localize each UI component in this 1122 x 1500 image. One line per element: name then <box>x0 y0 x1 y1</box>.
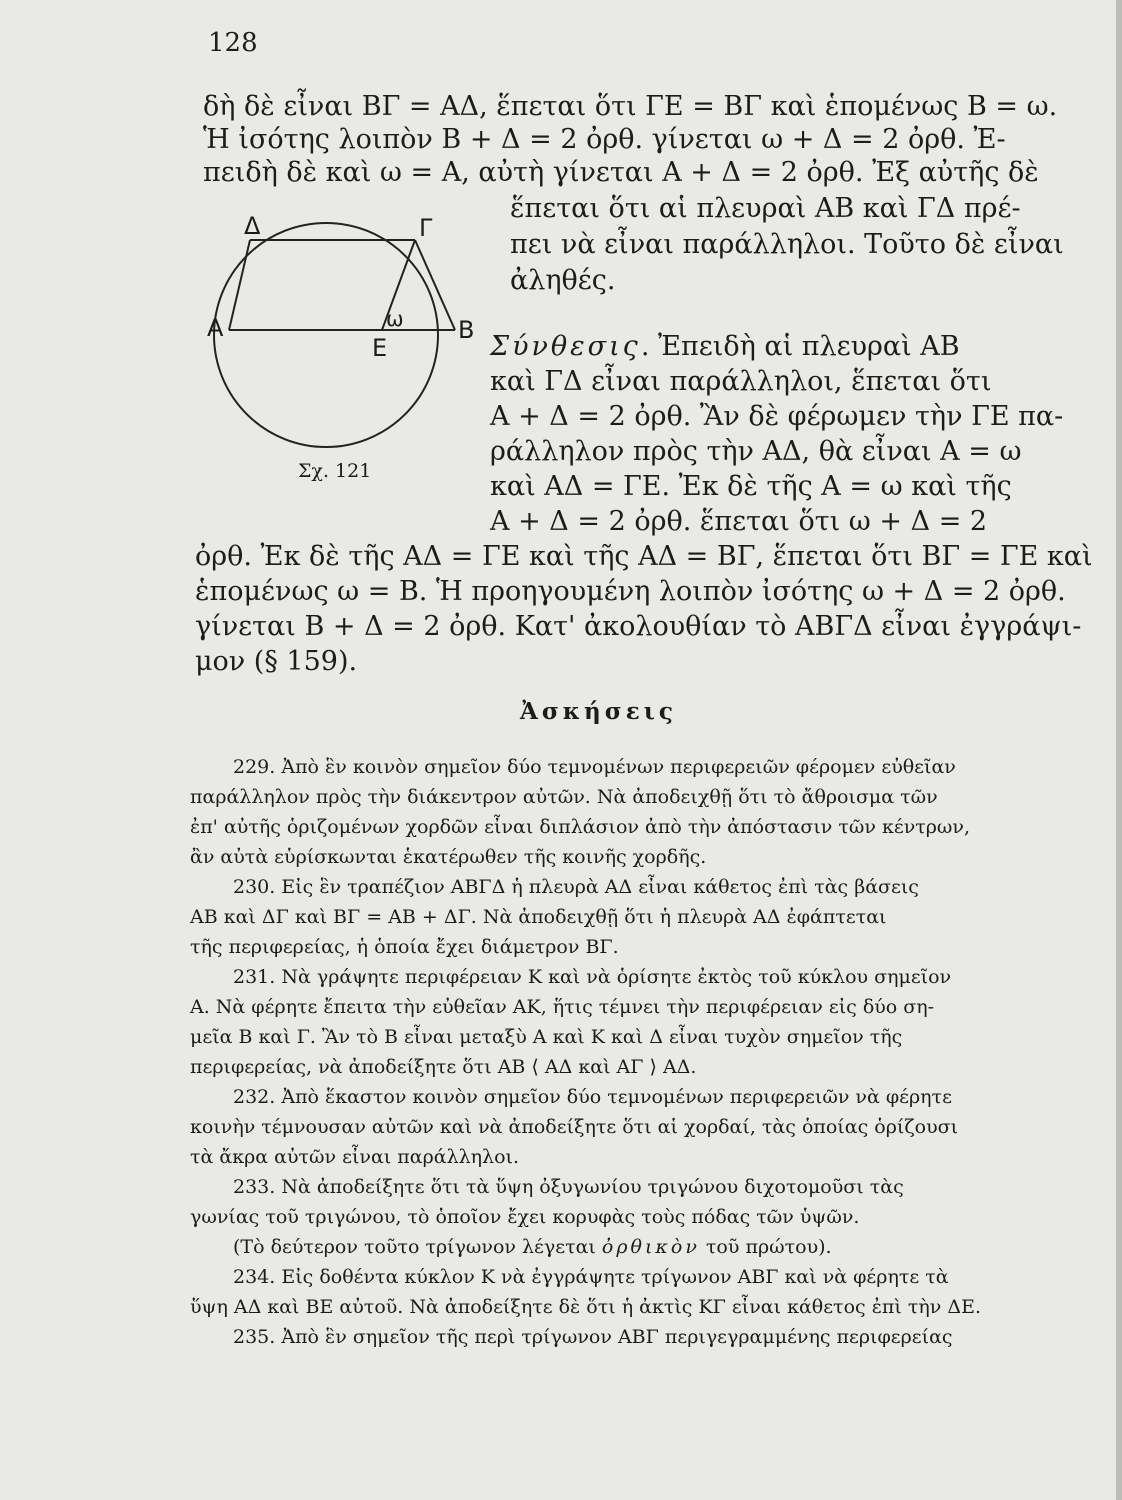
synthesis-line-1 <box>490 332 960 362</box>
exercises-heading: Ἀσκήσεις <box>520 698 677 725</box>
synthesis-line-2: καὶ ΓΔ εἶναι παράλληλοι, ἕπεται ὅτι <box>490 366 992 397</box>
page-number: 128 <box>208 28 258 58</box>
exercise-line-9: Α. Νὰ φέρητε ἔπειτα τὴν εὐθεῖαν ΑΚ, ἥτις τέμνει τὴν περιφέρειαν εἰς δύο ση- <box>190 996 935 1018</box>
label-delta: Δ <box>244 212 261 240</box>
spaced-word-orthikon: ὀρθικὸν <box>601 1236 700 1258</box>
synthesis-line-6: Α + Δ = 2 ὀρθ. ἕπεται ὅτι ω + Δ = 2 <box>490 506 988 537</box>
synthesis-line-10: μον (§ 159). <box>195 646 358 677</box>
figure-caption: Σχ. 121 <box>298 460 372 482</box>
exercise-line-13: κοινὴν τέμνουσαν αὐτῶν καὶ νὰ ἀποδείξητε ὅτι αἱ χορδαί, τὰς ὁποίας ὁρίζουσι <box>190 1116 959 1138</box>
exercise-line-17-end: τοῦ πρώτου). <box>705 1236 832 1258</box>
exercise-line-15: 233. Νὰ ἀποδείξητε ὅτι τὰ ὕψη ὀξυγωνίου τριγώνου διχοτομοῦσι τὰς <box>233 1176 904 1198</box>
synthesis-line-9: γίνεται Β + Δ = 2 ὀρθ. Κατ' ἀκολουθίαν τὸ ΑΒΓΔ εἶναι ἐγγράψι- <box>195 611 1082 642</box>
exercise-line-17-start: (Τὸ δεύτερον τοῦτο τρίγωνον λέγεται <box>233 1236 596 1258</box>
exercise-line-18: 234. Εἰς δοθέντα κύκλον Κ νὰ ἐγγράψητε τρίγωνον ΑΒΓ καὶ νὰ φέρητε τὰ <box>233 1266 949 1288</box>
exercise-line-3: ἐπ' αὐτῆς ὁριζομένων χορδῶν εἶναι διπλάσιον ἀπὸ τὴν ἀπόστασιν τῶν κέντρων, <box>190 816 971 838</box>
proof-line-6: ἀληθές. <box>510 265 616 296</box>
exercise-line-5: 230. Εἰς ἓν τραπέζιον ΑΒΓΔ ἡ πλευρὰ ΑΔ εἶναι κάθετος ἐπὶ τὰς βάσεις <box>233 876 919 898</box>
exercise-line-1: 229. Ἀπὸ ἓν κοινὸν σημεῖον δύο τεμνομένων περιφερειῶν φέρομεν εὐθεῖαν <box>233 756 956 778</box>
proof-line-1: δὴ δὲ εἶναι ΒΓ = ΑΔ, ἕπεται ὅτι ΓΕ = ΒΓ καὶ ἑπομένως Β = ω. <box>203 91 1058 122</box>
exercise-line-6: ΑΒ καὶ ΔΓ καὶ ΒΓ = ΑΒ + ΔΓ. Νὰ ἀποδειχθῇ ὅτι ἡ πλευρὰ ΑΔ ἐφάπτεται <box>190 906 887 928</box>
exercise-line-2: παράλληλον πρὸς τὴν διάκεντρον αὐτῶν. Νὰ ἀποδειχθῇ ὅτι τὸ ἄθροισμα τῶν <box>190 786 938 808</box>
label-gamma: Γ <box>419 214 433 242</box>
label-beta: Β <box>458 316 475 344</box>
circumcircle <box>214 223 438 447</box>
proof-line-2: Ἡ ἰσότης λοιπὸν Β + Δ = 2 ὀρθ. γίνεται ω + Δ = 2 ὀρθ. Ἐ- <box>203 124 1006 155</box>
label-alpha: Α <box>207 314 224 342</box>
exercise-line-20: 235. Ἀπὸ ἓν σημεῖον τῆς περὶ τρίγωνον ΑΒΓ περιγεγραμμένης περιφερείας <box>233 1326 953 1348</box>
label-epsilon: Ε <box>372 334 388 362</box>
proof-line-5: πει νὰ εἶναι παράλληλοι. Τοῦτο δὲ εἶναι <box>510 229 1064 260</box>
side-alpha-delta <box>229 240 250 330</box>
synthesis-line-4: ράλληλον πρὸς τὴν ΑΔ, θὰ εἶναι Α = ω <box>490 436 1022 467</box>
exercise-line-16: γωνίας τοῦ τριγώνου, τὸ ὁποῖον ἔχει κορυφὰς τοὺς πόδας τῶν ὑψῶν. <box>190 1206 860 1228</box>
label-omega: ω <box>386 307 404 331</box>
exercise-line-10: μεῖα Β καὶ Γ. Ἂν τὸ Β εἶναι μεταξὺ Α καὶ Κ καὶ Δ εἶναι τυχὸν σημεῖον τῆς <box>190 1026 903 1048</box>
exercise-line-12: 232. Ἀπὸ ἕκαστον κοινὸν σημεῖον δύο τεμνομένων περιφερειῶν νὰ φέρητε <box>233 1086 952 1108</box>
exercise-line-14: τὰ ἄκρα αὐτῶν εἶναι παράλληλοι. <box>190 1146 520 1168</box>
exercise-line-17 <box>233 1235 832 1259</box>
exercise-line-19: ὕψη ΑΔ καὶ ΒΕ αὐτοῦ. Νὰ ἀποδείξητε δὲ ὅτι ἡ ἀκτὶς ΚΓ εἶναι κάθετος ἐπὶ τὴν ΔΕ. <box>190 1296 981 1318</box>
synthesis-line-3: Α + Δ = 2 ὀρθ. Ἂν δὲ φέρωμεν τὴν ΓΕ πα- <box>490 401 1064 432</box>
exercise-line-4: ἂν αὐτὰ εὑρίσκωνται ἑκατέρωθεν τῆς κοινῆς χορδῆς. <box>190 846 707 868</box>
synthesis-line-1-text: . Ἐπειδὴ αἱ πλευραὶ ΑΒ <box>640 331 960 362</box>
exercise-line-8: 231. Νὰ γράψητε περιφέρειαν Κ καὶ νὰ ὁρίσητε ἐκτὸς τοῦ κύκλου σημεῖον <box>233 966 952 988</box>
exercise-line-11: περιφερείας, νὰ ἀποδείξητε ὅτι ΑΒ ⟨ ΑΔ καὶ ΑΓ ⟩ ΑΔ. <box>190 1056 697 1078</box>
proof-line-3: πειδὴ δὲ καὶ ω = Α, αὐτὴ γίνεται Α + Δ = 2 ὀρθ. Ἐξ αὐτῆς δὲ <box>203 157 1039 188</box>
synthesis-line-5: καὶ ΑΔ = ΓΕ. Ἐκ δὲ τῆς Α = ω καὶ τῆς <box>490 471 1012 502</box>
synthesis-line-8: ἑπομένως ω = Β. Ἡ προηγουμένη λοιπὸν ἰσότης ω + Δ = 2 ὀρθ. <box>195 576 1066 607</box>
proof-line-4: ἕπεται ὅτι αἱ πλευραὶ ΑΒ καὶ ΓΔ πρέ- <box>510 193 1021 224</box>
synthesis-word: Σύνθεσις <box>490 331 641 362</box>
synthesis-line-7: ὀρθ. Ἐκ δὲ τῆς ΑΔ = ΓΕ καὶ τῆς ΑΔ = ΒΓ, ἕπεται ὅτι ΒΓ = ΓΕ καὶ <box>195 541 1093 572</box>
side-gamma-beta <box>415 240 455 330</box>
exercise-line-7: τῆς περιφερείας, ἡ ὁποία ἔχει διάμετρον ΒΓ. <box>190 936 619 958</box>
